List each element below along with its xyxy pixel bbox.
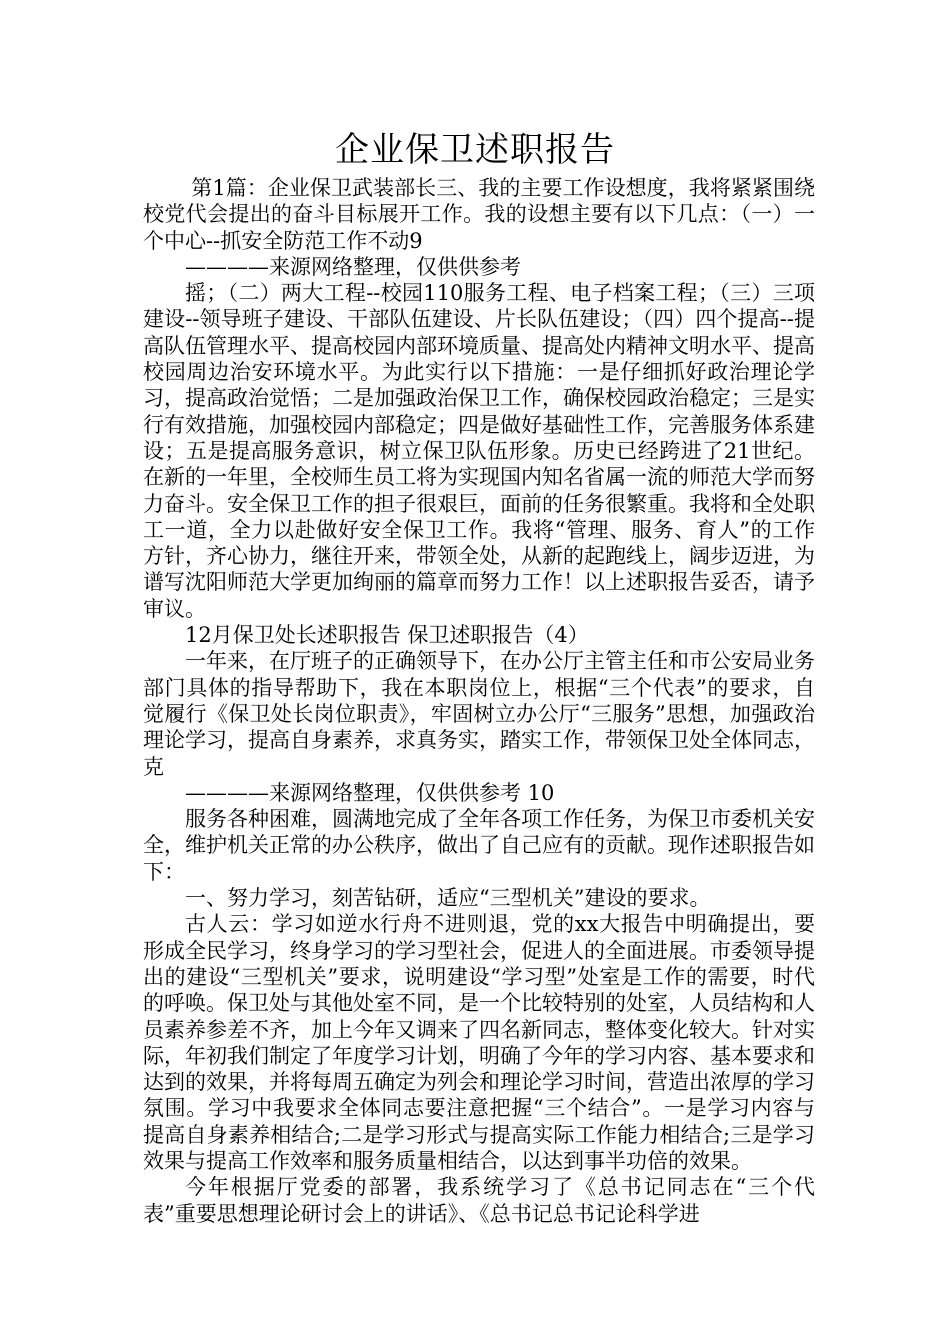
paragraph-1: 第1篇：企业保卫武装部长三、我的主要工作设想度，我将紧紧围绕校党代会提出的奋斗目标展开工作。我的设想主要有以下几点：（一）一个中心--抓安全防范工作不动9 [143, 176, 815, 253]
paragraph-6: 今年根据厅党委的部署，我系统学习了《总书记同志在“三个代表”重要思想理论研讨会上的讲话》、《总书记总书记论科学进 [143, 1175, 815, 1226]
paragraph-5: 古人云：学习如逆水行舟不进则退，党的xx大报告中明确提出，要形成全民学习，终身学习的学习型社会，促进人的全面进展。市委领导提出的建设“三型机关”要求，说明建设“学习型”处室是工作的需要，时代的呼唤。保卫处与其他处室不同，是一个比较特别的处室，人员结构和人员素养参差不齐，加上今年又调来了四名新同志，整体变化较大。针对实际，年初我们制定了年度学习计划，明确了今年的学习内容、基本要求和达到的效果，并将每周五确定为列会和理论学习时间，营造出浓厚的学习氛围。学习中我要求全体同志要注意把握“三个结合”。一是学习内容与提高自身素养相结合;二是学习形式与提高实际工作能力相结合;三是学习效果与提高工作效率和服务质量相结合，以达到事半功倍的效果。 [143, 912, 815, 1173]
document-body [143, 175, 815, 1227]
section-heading-report-4: 12月保卫处长述职报告 保卫述职报告（4） [185, 623, 589, 648]
paragraph-3: 一年来，在厅班子的正确领导下，在办公厅主管主任和市公安局业务部门具体的指导帮助下，我在本职岗位上，根据“三个代表”的要求，自觉履行《保卫处长岗位职责》，牢固树立办公厅“三服务”思想，加强政治理论学习，提高自身素养，求真务实，踏实工作，带领保卫处全体同志，克 [143, 649, 815, 779]
section-heading-study: 一、努力学习，刻苦钻研，适应“三型机关”建设的要求。 [185, 886, 711, 911]
source-note-2: ————来源网络整理，仅供供参考 10 [185, 780, 555, 805]
document-title: 企业保卫述职报告 [335, 130, 615, 170]
paragraph-4: 服务各种困难，圆满地完成了全年各项工作任务，为保卫市委机关安全，维护机关正常的办公秩序，做出了自己应有的贡献。现作述职报告如下： [143, 807, 815, 884]
source-note-1: ————来源网络整理，仅供供参考 [185, 254, 521, 279]
paragraph-2: 摇；（二）两大工程--校园110服务工程、电子档案工程；（三）三项建设--领导班子建设、干部队伍建设、片长队伍建设；（四）四个提高--提高队伍管理水平、提高校园内部环境质量、提高处内精神文明水平、提高校园周边治安环境水平。为此实行以下措施：一是仔细抓好政治理论学习，提高政治觉悟；二是加强政治保卫工作，确保校园政治稳定；三是实行有效措施，加强校园内部稳定；四是做好基础性工作，完善服务体系建设；五是提高服务意识，树立保卫队伍形象。历史已经跨进了21世纪。在新的一年里，全校师生员工将为实现国内知名省属一流的师范大学而努力奋斗。安全保卫工作的担子很艰巨，面前的任务很繁重。我将和全处职工一道，全力以赴做好安全保卫工作。我将“管理、服务、育人”的工作方针，齐心协力，继往开来，带领全处，从新的起跑线上，阔步迈进，为谱写沈阳师范大学更加绚丽的篇章而努力工作！以上述职报告妥否，请予审议。 [143, 281, 815, 621]
